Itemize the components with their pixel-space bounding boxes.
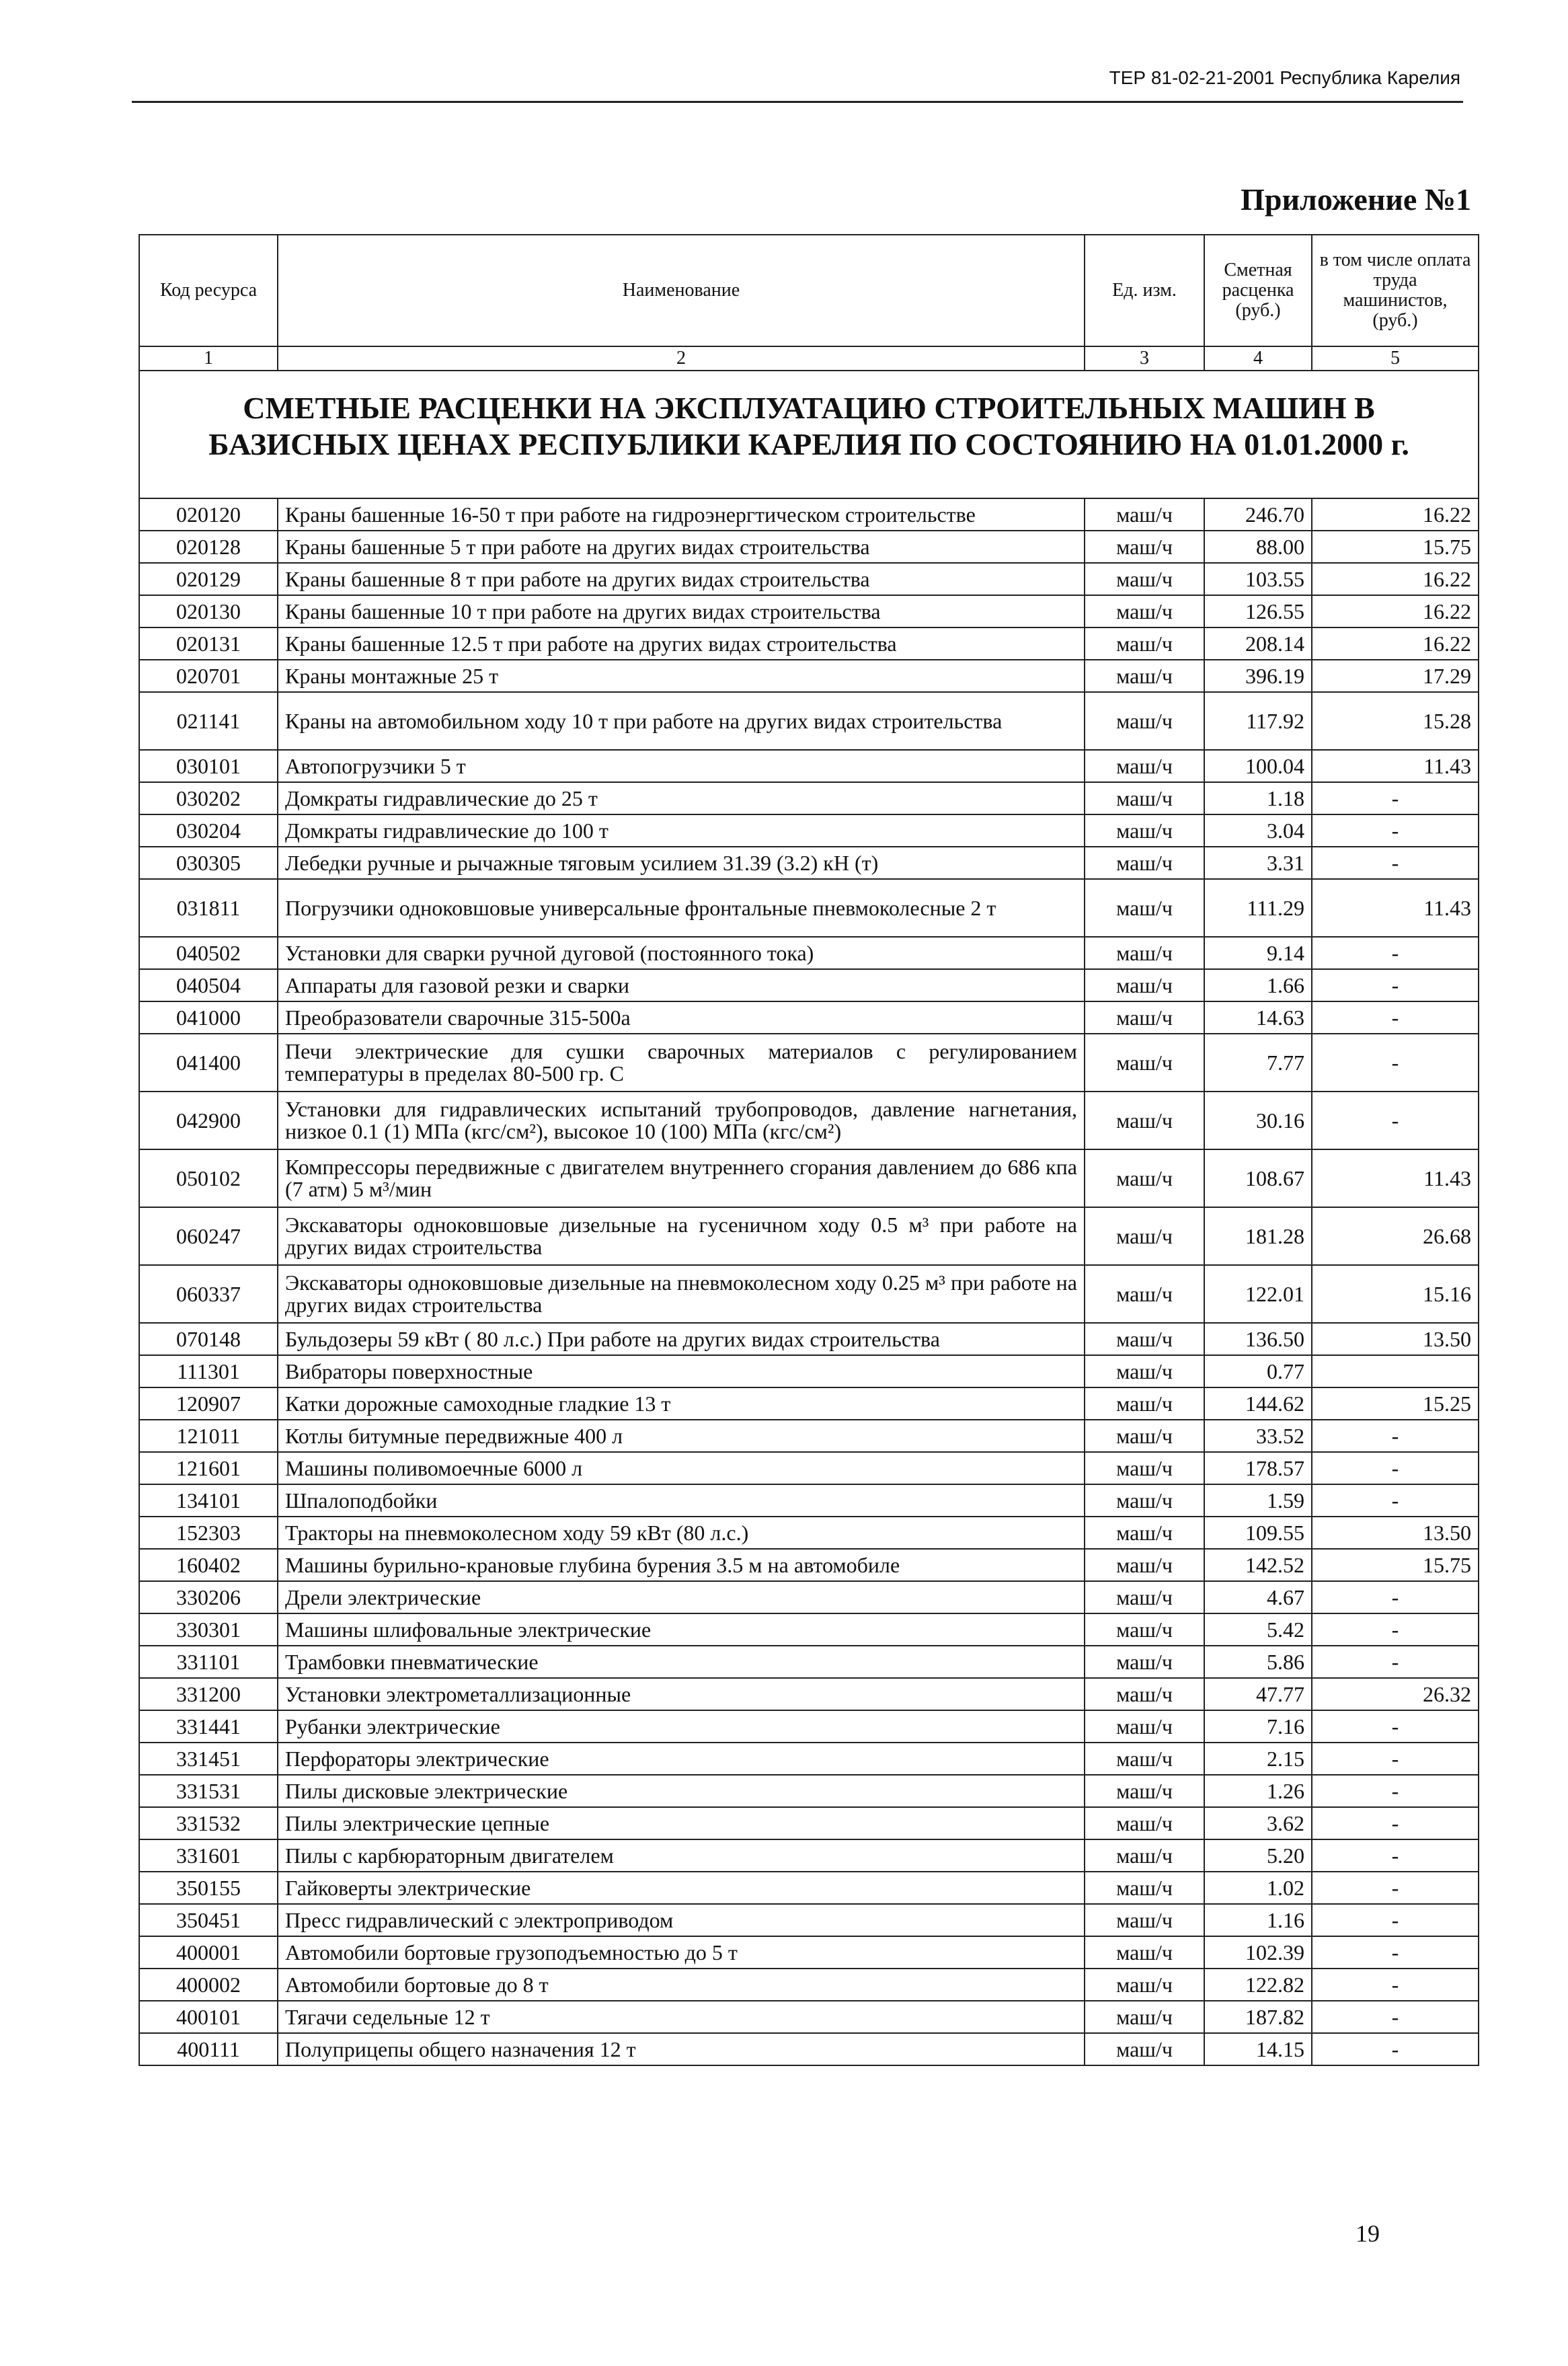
unit-cell: маш/ч: [1085, 531, 1204, 563]
wage-cell: 15.75: [1312, 531, 1479, 563]
unit-cell: маш/ч: [1085, 1034, 1204, 1092]
wage-cell: -: [1312, 1001, 1479, 1034]
table-row: [139, 969, 1479, 1001]
col-number: 5: [1312, 346, 1479, 371]
resource-code-cell: 400001: [139, 1936, 278, 1969]
table-row: [139, 692, 1479, 750]
resource-name-cell: Погрузчики одноковшовые универсальные фронтальные пневмоколесные 2 т: [278, 879, 1085, 937]
section-title-row: [139, 371, 1479, 498]
wage-cell: -: [1312, 1775, 1479, 1807]
wage-cell: -: [1312, 1646, 1479, 1678]
wage-cell: 15.16: [1312, 1265, 1479, 1323]
wage-cell: -: [1312, 1034, 1479, 1092]
unit-cell: маш/ч: [1085, 1387, 1204, 1420]
price-cell: 126.55: [1204, 595, 1312, 627]
resource-code-cell: 152303: [139, 1517, 278, 1549]
resource-code-cell: 160402: [139, 1549, 278, 1581]
resource-code-cell: 042900: [139, 1092, 278, 1149]
table-row: [139, 1092, 1479, 1149]
resource-code-cell: 040502: [139, 937, 278, 969]
price-cell: 14.63: [1204, 1001, 1312, 1034]
table-row: [139, 1355, 1479, 1387]
resource-name-cell: Катки дорожные самоходные гладкие 13 т: [278, 1387, 1085, 1420]
resource-name-cell: Вибраторы поверхностные: [278, 1355, 1085, 1387]
wage-cell: -: [1312, 1452, 1479, 1484]
resource-name-cell: Машины поливомоечные 6000 л: [278, 1452, 1085, 1484]
resource-code-cell: 331451: [139, 1743, 278, 1775]
unit-cell: маш/ч: [1085, 660, 1204, 692]
wage-cell: -: [1312, 847, 1479, 879]
unit-cell: маш/ч: [1085, 1484, 1204, 1517]
resource-name-cell: Тракторы на пневмоколесном ходу 59 кВт (80 л.с.): [278, 1517, 1085, 1549]
wage-cell: -: [1312, 1839, 1479, 1872]
table-row: [139, 627, 1479, 660]
wage-cell: -: [1312, 782, 1479, 814]
price-cell: 111.29: [1204, 879, 1312, 937]
table-header-row: [139, 235, 1479, 346]
table-row: [139, 1549, 1479, 1581]
table-row: [139, 1001, 1479, 1034]
resource-code-cell: 331101: [139, 1646, 278, 1678]
resource-name-cell: Гайковерты электрические: [278, 1872, 1085, 1904]
resource-name-cell: Пилы с карбюраторным двигателем: [278, 1839, 1085, 1872]
resource-name-cell: Экскаваторы одноковшовые дизельные на гусеничном ходу 0.5 м³ при работе на других видах строительства: [278, 1207, 1085, 1265]
resource-name-cell: Установки для сварки ручной дуговой (постоянного тока): [278, 937, 1085, 969]
table-row: [139, 660, 1479, 692]
col-number: 1: [139, 346, 278, 371]
price-cell: 109.55: [1204, 1517, 1312, 1549]
table-row: [139, 2033, 1479, 2065]
price-cell: 14.15: [1204, 2033, 1312, 2065]
section-title: СМЕТНЫЕ РАСЦЕНКИ НА ЭКСПЛУАТАЦИЮ СТРОИТЕЛЬНЫХ МАШИН В БАЗИСНЫХ ЦЕНАХ РЕСПУБЛИКИ КАРЕЛИЯ ПО СОСТОЯНИЮ НА 01.01.2000 г.: [139, 371, 1479, 498]
resource-code-cell: 331531: [139, 1775, 278, 1807]
wage-cell: -: [1312, 1743, 1479, 1775]
table-row: [139, 937, 1479, 969]
price-cell: 102.39: [1204, 1936, 1312, 1969]
unit-cell: маш/ч: [1085, 1420, 1204, 1452]
resource-code-cell: 030204: [139, 814, 278, 847]
resource-code-cell: 331601: [139, 1839, 278, 1872]
resource-code-cell: 030202: [139, 782, 278, 814]
unit-cell: маш/ч: [1085, 1775, 1204, 1807]
resource-code-cell: 070148: [139, 1323, 278, 1355]
wage-cell: -: [1312, 1710, 1479, 1743]
resource-code-cell: 030101: [139, 750, 278, 782]
resource-code-cell: 331441: [139, 1710, 278, 1743]
unit-cell: маш/ч: [1085, 814, 1204, 847]
unit-cell: маш/ч: [1085, 1807, 1204, 1839]
price-cell: 0.77: [1204, 1355, 1312, 1387]
price-cell: 2.15: [1204, 1743, 1312, 1775]
price-cell: 30.16: [1204, 1092, 1312, 1149]
header-rule: [132, 101, 1463, 103]
price-cell: 1.16: [1204, 1904, 1312, 1936]
resource-code-cell: 111301: [139, 1355, 278, 1387]
table-row: [139, 814, 1479, 847]
resource-code-cell: 031811: [139, 879, 278, 937]
resource-name-cell: Пилы дисковые электрические: [278, 1775, 1085, 1807]
wage-cell: -: [1312, 937, 1479, 969]
resource-name-cell: Машины шлифовальные электрические: [278, 1613, 1085, 1646]
price-cell: 178.57: [1204, 1452, 1312, 1484]
resource-code-cell: 020701: [139, 660, 278, 692]
wage-cell: 13.50: [1312, 1517, 1479, 1549]
resource-name-cell: Перфораторы электрические: [278, 1743, 1085, 1775]
price-cell: 144.62: [1204, 1387, 1312, 1420]
price-cell: 7.16: [1204, 1710, 1312, 1743]
price-cell: 1.59: [1204, 1484, 1312, 1517]
unit-cell: маш/ч: [1085, 1710, 1204, 1743]
price-cell: 103.55: [1204, 563, 1312, 595]
unit-cell: маш/ч: [1085, 1001, 1204, 1034]
table-row: [139, 531, 1479, 563]
wage-cell: 11.43: [1312, 879, 1479, 937]
col-header-price: Сметная расценка (руб.): [1204, 235, 1312, 346]
resource-name-cell: Краны башенные 5 т при работе на других видах строительства: [278, 531, 1085, 563]
unit-cell: маш/ч: [1085, 498, 1204, 531]
unit-cell: маш/ч: [1085, 847, 1204, 879]
wage-cell: 15.28: [1312, 692, 1479, 750]
col-header-unit: Ед. изм.: [1085, 235, 1204, 346]
col-header-name: Наименование: [278, 235, 1085, 346]
table-row: [139, 1207, 1479, 1265]
column-number-row: [139, 346, 1479, 371]
resource-code-cell: 330206: [139, 1581, 278, 1613]
unit-cell: маш/ч: [1085, 1549, 1204, 1581]
price-cell: 47.77: [1204, 1678, 1312, 1710]
price-cell: 246.70: [1204, 498, 1312, 531]
resource-name-cell: Установки электрометаллизационные: [278, 1678, 1085, 1710]
resource-code-cell: 350155: [139, 1872, 278, 1904]
unit-cell: маш/ч: [1085, 2001, 1204, 2033]
table-row: [139, 1743, 1479, 1775]
wage-cell: -: [1312, 2001, 1479, 2033]
unit-cell: маш/ч: [1085, 1581, 1204, 1613]
wage-cell: -: [1312, 969, 1479, 1001]
unit-cell: маш/ч: [1085, 1207, 1204, 1265]
table-row: [139, 1149, 1479, 1207]
price-cell: 1.26: [1204, 1775, 1312, 1807]
price-cell: 142.52: [1204, 1549, 1312, 1581]
resource-name-cell: Краны монтажные 25 т: [278, 660, 1085, 692]
unit-cell: маш/ч: [1085, 879, 1204, 937]
table-row: [139, 1581, 1479, 1613]
resource-code-cell: 331532: [139, 1807, 278, 1839]
price-cell: 208.14: [1204, 627, 1312, 660]
resource-code-cell: 121601: [139, 1452, 278, 1484]
unit-cell: маш/ч: [1085, 563, 1204, 595]
unit-cell: маш/ч: [1085, 1872, 1204, 1904]
price-cell: 100.04: [1204, 750, 1312, 782]
col-number: 3: [1085, 346, 1204, 371]
table-row: [139, 1904, 1479, 1936]
unit-cell: маш/ч: [1085, 937, 1204, 969]
wage-cell: -: [1312, 1904, 1479, 1936]
unit-cell: маш/ч: [1085, 1969, 1204, 2001]
price-cell: 9.14: [1204, 937, 1312, 969]
unit-cell: маш/ч: [1085, 1517, 1204, 1549]
resource-code-cell: 020131: [139, 627, 278, 660]
resource-name-cell: Лебедки ручные и рычажные тяговым усилием 31.39 (3.2) кН (т): [278, 847, 1085, 879]
unit-cell: маш/ч: [1085, 1355, 1204, 1387]
wage-cell: -: [1312, 1484, 1479, 1517]
resource-name-cell: Установки для гидравлических испытаний трубопроводов, давление нагнетания, низкое 0.1 (1) МПа (кгс/см²), высокое 10 (100) МПа (кгс/см²): [278, 1092, 1085, 1149]
resource-name-cell: Краны на автомобильном ходу 10 т при работе на других видах строительства: [278, 692, 1085, 750]
price-cell: 7.77: [1204, 1034, 1312, 1092]
resource-name-cell: Трамбовки пневматические: [278, 1646, 1085, 1678]
wage-cell: 13.50: [1312, 1323, 1479, 1355]
resource-name-cell: Бульдозеры 59 кВт ( 80 л.с.) При работе на других видах строительства: [278, 1323, 1085, 1355]
price-cell: 122.01: [1204, 1265, 1312, 1323]
table-row: [139, 1613, 1479, 1646]
unit-cell: маш/ч: [1085, 1092, 1204, 1149]
table-row: [139, 879, 1479, 937]
resource-name-cell: Пилы электрические цепные: [278, 1807, 1085, 1839]
table-row: [139, 1452, 1479, 1484]
resource-name-cell: Экскаваторы одноковшовые дизельные на пневмоколесном ходу 0.25 м³ при работе на других видах строительства: [278, 1265, 1085, 1323]
col-header-code: Код ресурса: [139, 235, 278, 346]
resource-name-cell: Пресс гидравлический с электроприводом: [278, 1904, 1085, 1936]
table-row: [139, 1678, 1479, 1710]
table-row: [139, 847, 1479, 879]
resource-code-cell: 121011: [139, 1420, 278, 1452]
price-cell: 3.04: [1204, 814, 1312, 847]
rates-table: [139, 234, 1479, 2066]
table-row: [139, 1775, 1479, 1807]
table-row: [139, 1872, 1479, 1904]
table-row: [139, 1420, 1479, 1452]
resource-name-cell: Автопогрузчики 5 т: [278, 750, 1085, 782]
unit-cell: маш/ч: [1085, 1936, 1204, 1969]
price-cell: 1.18: [1204, 782, 1312, 814]
wage-cell: -: [1312, 814, 1479, 847]
resource-name-cell: Рубанки электрические: [278, 1710, 1085, 1743]
resource-name-cell: Полуприцепы общего назначения 12 т: [278, 2033, 1085, 2065]
unit-cell: маш/ч: [1085, 1452, 1204, 1484]
unit-cell: маш/ч: [1085, 595, 1204, 627]
resource-code-cell: 041000: [139, 1001, 278, 1034]
table-row: [139, 1323, 1479, 1355]
resource-code-cell: 060247: [139, 1207, 278, 1265]
resource-code-cell: 021141: [139, 692, 278, 750]
wage-cell: 11.43: [1312, 750, 1479, 782]
table-row: [139, 2001, 1479, 2033]
resource-name-cell: Автомобили бортовые до 8 т: [278, 1969, 1085, 2001]
wage-cell: -: [1312, 1092, 1479, 1149]
price-cell: 1.02: [1204, 1872, 1312, 1904]
price-cell: 117.92: [1204, 692, 1312, 750]
wage-cell: 11.43: [1312, 1149, 1479, 1207]
resource-code-cell: 030305: [139, 847, 278, 879]
resource-name-cell: Котлы битумные передвижные 400 л: [278, 1420, 1085, 1452]
table-row: [139, 1034, 1479, 1092]
wage-cell: -: [1312, 1807, 1479, 1839]
col-number: 4: [1204, 346, 1312, 371]
unit-cell: маш/ч: [1085, 627, 1204, 660]
price-cell: 33.52: [1204, 1420, 1312, 1452]
appendix-title: Приложение №1: [1241, 182, 1471, 217]
resource-name-cell: Краны башенные 16-50 т при работе на гидроэнергтическом строительстве: [278, 498, 1085, 531]
wage-cell: 26.68: [1312, 1207, 1479, 1265]
wage-cell: 16.22: [1312, 627, 1479, 660]
price-cell: 5.42: [1204, 1613, 1312, 1646]
price-cell: 122.82: [1204, 1969, 1312, 2001]
unit-cell: маш/ч: [1085, 969, 1204, 1001]
price-cell: 396.19: [1204, 660, 1312, 692]
wage-cell: -: [1312, 1581, 1479, 1613]
resource-code-cell: 041400: [139, 1034, 278, 1092]
resource-code-cell: 060337: [139, 1265, 278, 1323]
wage-cell: 16.22: [1312, 498, 1479, 531]
col-number: 2: [278, 346, 1085, 371]
resource-name-cell: Краны башенные 12.5 т при работе на других видах строительства: [278, 627, 1085, 660]
resource-code-cell: 400002: [139, 1969, 278, 2001]
resource-code-cell: 020120: [139, 498, 278, 531]
unit-cell: маш/ч: [1085, 1678, 1204, 1710]
resource-name-cell: Тягачи седельные 12 т: [278, 2001, 1085, 2033]
resource-name-cell: Дрели электрические: [278, 1581, 1085, 1613]
unit-cell: маш/ч: [1085, 1904, 1204, 1936]
price-cell: 136.50: [1204, 1323, 1312, 1355]
col-header-wage: в том числе оплата труда машинистов, (руб.): [1312, 235, 1479, 346]
table-row: [139, 498, 1479, 531]
unit-cell: маш/ч: [1085, 1839, 1204, 1872]
table-row: [139, 750, 1479, 782]
table-row: [139, 1839, 1479, 1872]
resource-code-cell: 050102: [139, 1149, 278, 1207]
price-cell: 108.67: [1204, 1149, 1312, 1207]
price-cell: 88.00: [1204, 531, 1312, 563]
unit-cell: маш/ч: [1085, 1743, 1204, 1775]
resource-code-cell: 120907: [139, 1387, 278, 1420]
resource-name-cell: Домкраты гидравлические до 100 т: [278, 814, 1085, 847]
price-cell: 187.82: [1204, 2001, 1312, 2033]
unit-cell: маш/ч: [1085, 1646, 1204, 1678]
resource-name-cell: Печи электрические для сушки сварочных материалов с регулированием температуры в пределах 80-500 гр. С: [278, 1034, 1085, 1092]
unit-cell: маш/ч: [1085, 1613, 1204, 1646]
wage-cell: -: [1312, 1872, 1479, 1904]
table-row: [139, 1969, 1479, 2001]
price-cell: 3.31: [1204, 847, 1312, 879]
unit-cell: маш/ч: [1085, 782, 1204, 814]
resource-code-cell: 020129: [139, 563, 278, 595]
resource-name-cell: Компрессоры передвижные с двигателем внутреннего сгорания давлением до 686 кпа (7 атм) 5 м³/мин: [278, 1149, 1085, 1207]
resource-name-cell: Краны башенные 8 т при работе на других видах строительства: [278, 563, 1085, 595]
table-row: [139, 1517, 1479, 1549]
resource-code-cell: 020130: [139, 595, 278, 627]
price-cell: 3.62: [1204, 1807, 1312, 1839]
resource-name-cell: Преобразователи сварочные 315-500а: [278, 1001, 1085, 1034]
resource-code-cell: 020128: [139, 531, 278, 563]
table-row: [139, 782, 1479, 814]
wage-cell: -: [1312, 1936, 1479, 1969]
price-cell: 5.20: [1204, 1839, 1312, 1872]
wage-cell: -: [1312, 2033, 1479, 2065]
unit-cell: маш/ч: [1085, 1323, 1204, 1355]
resource-name-cell: Автомобили бортовые грузоподъемностью до 5 т: [278, 1936, 1085, 1969]
resource-code-cell: 400111: [139, 2033, 278, 2065]
unit-cell: маш/ч: [1085, 692, 1204, 750]
resource-name-cell: Машины бурильно-крановые глубина бурения 3.5 м на автомобиле: [278, 1549, 1085, 1581]
resource-code-cell: 134101: [139, 1484, 278, 1517]
table-row: [139, 1710, 1479, 1743]
wage-cell: 15.75: [1312, 1549, 1479, 1581]
price-cell: 1.66: [1204, 969, 1312, 1001]
wage-cell: 16.22: [1312, 595, 1479, 627]
resource-code-cell: 330301: [139, 1613, 278, 1646]
wage-cell: 16.22: [1312, 563, 1479, 595]
table-row: [139, 1936, 1479, 1969]
wage-cell: -: [1312, 1420, 1479, 1452]
table-row: [139, 563, 1479, 595]
unit-cell: маш/ч: [1085, 1149, 1204, 1207]
table-row: [139, 1484, 1479, 1517]
unit-cell: маш/ч: [1085, 750, 1204, 782]
table-row: [139, 1265, 1479, 1323]
wage-cell: 26.32: [1312, 1678, 1479, 1710]
wage-cell: -: [1312, 1613, 1479, 1646]
resource-name-cell: Краны башенные 10 т при работе на других видах строительства: [278, 595, 1085, 627]
table-row: [139, 1646, 1479, 1678]
unit-cell: маш/ч: [1085, 1265, 1204, 1323]
table-row: [139, 595, 1479, 627]
resource-name-cell: Аппараты для газовой резки и сварки: [278, 969, 1085, 1001]
table-row: [139, 1807, 1479, 1839]
wage-cell: 15.25: [1312, 1387, 1479, 1420]
page-number: 19: [1356, 2220, 1380, 2247]
header-doc-code: ТЕР 81-02-21-2001 Республика Карелия: [1109, 67, 1460, 88]
resource-code-cell: 350451: [139, 1904, 278, 1936]
unit-cell: маш/ч: [1085, 2033, 1204, 2065]
table-row: [139, 1387, 1479, 1420]
price-cell: 4.67: [1204, 1581, 1312, 1613]
wage-cell: [1312, 1355, 1479, 1387]
wage-cell: -: [1312, 1969, 1479, 2001]
resource-code-cell: 040504: [139, 969, 278, 1001]
price-cell: 5.86: [1204, 1646, 1312, 1678]
resource-name-cell: Домкраты гидравлические до 25 т: [278, 782, 1085, 814]
resource-code-cell: 331200: [139, 1678, 278, 1710]
resource-name-cell: Шпалоподбойки: [278, 1484, 1085, 1517]
resource-code-cell: 400101: [139, 2001, 278, 2033]
price-cell: 181.28: [1204, 1207, 1312, 1265]
wage-cell: 17.29: [1312, 660, 1479, 692]
